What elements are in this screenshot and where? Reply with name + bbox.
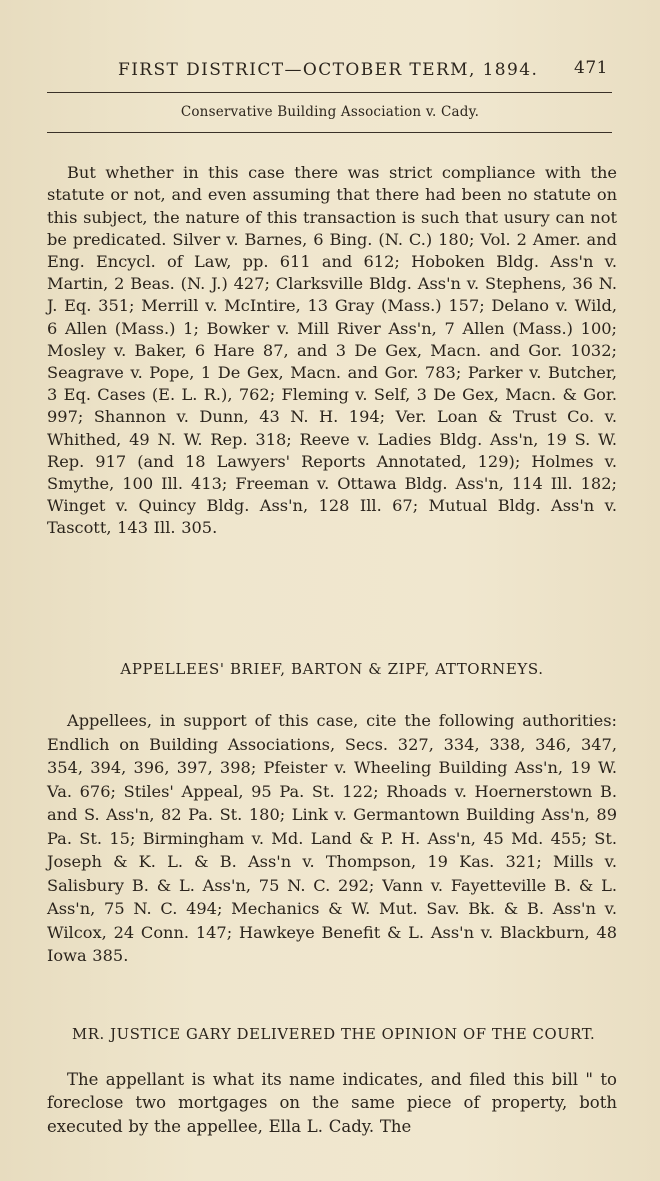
section-heading-appellees-brief: APPELLEES' BRIEF, BARTON & ZIPF, ATTORNEYS. — [120, 660, 544, 678]
running-head: FIRST DISTRICT—OCTOBER TERM, 1894. — [118, 60, 539, 80]
page-number: 471 — [574, 58, 608, 78]
case-title: Conservative Building Association v. Cady. — [180, 104, 480, 120]
paragraph-argument: But whether in this case there was strict compliance with the statute or not, and even assuming that there had been no statute on this subject, the nature of this transaction is such that usury can not be predicated. Silver v. Barnes, 6 Bing. (N. C.) 180; Vol. 2 Amer. and Eng. Encycl. of Law, pp. 611 and 612; Hoboken Bldg. Ass'n v. Martin, 2 Beas. (N. J.) 427; Clarksville Bldg. Ass'n v. Stephens, 36 N. J. Eq. 351; Merrill v. McIntire, 13 Gray (Mass.) 157; Delano v. Wild, 6 Allen (Mass.) 1; Bowker v. Mill River Ass'n, 7 Allen (Mass.) 100; Mosley v. Baker, 6 Hare 87, and 3 De Gex, Macn. and Gor. 1032; Seagrave v. Pope, 1 De Gex, Macn. and Gor. 783; Parker v. Butcher, 3 Eq. Cases (E. L. R.), 762; Fleming v. Self, 3 De Gex, Macn. & Gor. 997; Shannon v. Dunn, 43 N. H. 194; Ver. Loan & Trust Co. v. Whithed, 49 N. W. Rep. 318; Reeve v. Ladies Bldg. Ass'n, 19 S. W. Rep. 917 (and 18 Lawyers' Reports Annotated, 129); Holmes v. Smythe, 100 Ill. 413; Freeman v. Ottawa Bldg. Ass'n, 114 Ill. 182; Winget v. Quincy Bldg. Ass'n, 128 Ill. 67; Mutual Bldg. Ass'n v. Tascott, 143 Ill. 305. — [47, 163, 617, 538]
header-rule-bottom — [47, 132, 612, 133]
paragraph-appellees-authorities: Appellees, in support of this case, cite the following authorities: Endlich on Building Associations, Secs. 327, 334, 338, 346, 347, 354, 394, 396, 397, 398; Pfeister v. Wheeling Building Ass'n, 19 W. Va. 676; Stiles' Appeal, 95 Pa. St. 122; Rhoads v. Hoernerstown B. and S. Ass'n, 82 Pa. St. 180; Link v. Germantown Building Ass'n, 89 Pa. St. 15; Birmingham v. Md. Land & P. H. Ass'n, 45 Md. 455; St. Joseph & K. L. & B. Ass'n v. Thompson, 19 Kas. 321; Mills v. Salisbury B. & L. Ass'n, 75 N. C. 292; Vann v. Fayetteville B. & L. Ass'n, 75 N. C. 494; Mechanics & W. Mut. Sav. Bk. & B. Ass'n v. Wilcox, 24 Conn. 147; Hawkeye Benefit & L. Ass'n v. Blackburn, 48 Iowa 385. — [47, 711, 617, 966]
header-rule-top — [47, 92, 612, 93]
section-heading-opinion: MR. JUSTICE GARY DELIVERED THE OPINION OF THE COURT. — [72, 1026, 596, 1043]
paragraph-opinion-start: The appellant is what its name indicates, and filed this bill " to foreclose two mortgages on the same piece of property, both executed by the appellee, Ella L. Cady. The — [47, 1069, 617, 1136]
